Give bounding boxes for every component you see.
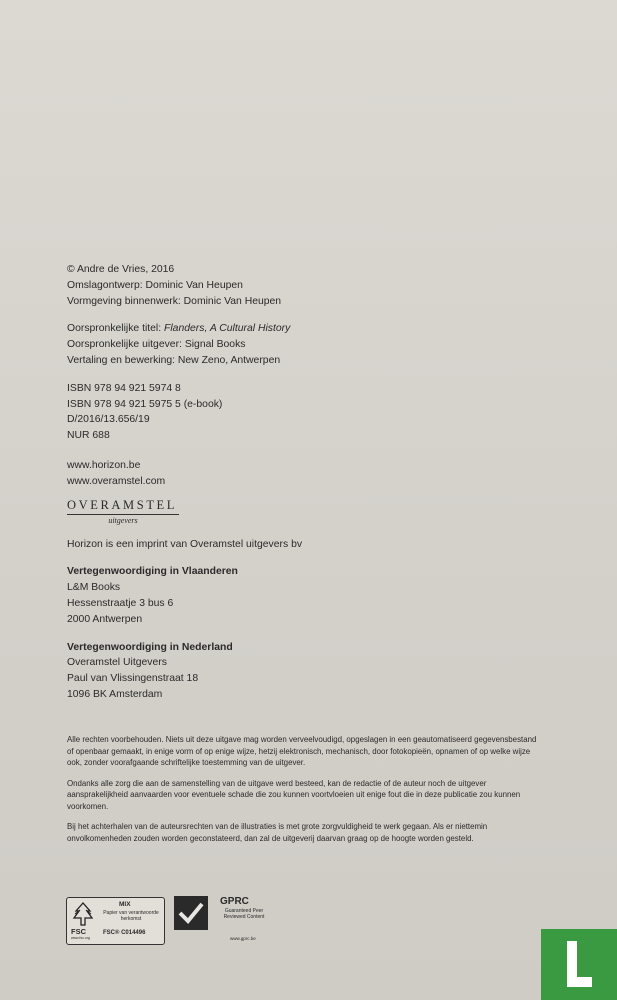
isbn: ISBN 978 94 921 5974 8	[67, 382, 181, 394]
liability-notice: Ondanks alle zorg die aan de samenstelling van de uitgave werd besteed, kan de redactie of de auteur noch de uitgever aansprakelijkheid aanvaarden voor eventuele schade die zou kunnen voortvloeien uit enige fout die in deze publicatie zou kunnen voorkomen.	[67, 778, 521, 811]
fsc-logo	[66, 897, 165, 945]
gprc-logo	[174, 896, 274, 946]
gprc-text: Guaranteed Peer Reviewed Content	[223, 908, 265, 920]
fsc-label: FSC	[71, 927, 86, 936]
nl-heading: Vertegenwoordiging in Nederland	[67, 641, 233, 653]
gprc-name: GPRC	[220, 896, 249, 907]
logo-rule	[67, 514, 179, 515]
logo-sub: uitgevers	[108, 515, 138, 525]
l-logo-icon	[564, 939, 594, 989]
original-title: Oorspronkelijke titel: Flanders, A Cultural History	[67, 323, 291, 335]
depot-number: D/2016/13.656/19	[67, 414, 150, 426]
flanders-heading: Vertegenwoordiging in Vlaanderen	[67, 566, 238, 578]
legal-notices	[67, 734, 541, 853]
isbn-ebook: ISBN 978 94 921 5975 5 (e-book)	[67, 398, 223, 410]
gprc-url: www.gprc.be	[230, 936, 256, 941]
rights-notice: Alle rechten voorbehouden. Niets uit deze uitgave mag worden verveelvoudigd, opgeslagen in een geautomatiseerd gegevensbestand of openbaar gemaakt, in enige vorm of op enige wijze, hetzij elektronisch, mechanisch, door fotokopieën, opnamen of op welke wijze ook, zonder voorafgaande schriftelijke toestemming van de uitgever.	[67, 735, 537, 767]
translation-credit: Vertaling en bewerking: New Zeno, Antwerpen	[67, 354, 281, 366]
url-overamstel: www.overamstel.com	[67, 475, 166, 487]
original-publisher: Oorspronkelijke uitgever: Signal Books	[67, 339, 246, 351]
illustrations-notice: Bij het achterhalen van de auteursrechten van de illustraties is met grote zorgvuldigheid te werk gegaan. Als er niettemin onvolkomenheden zouden worden geconstateerd, dan zal de uitgeverij daarvan graag op de hoogte worden gesteld.	[67, 822, 488, 843]
logo-word: OVERAMSTEL	[67, 497, 178, 512]
gprc-box	[174, 896, 208, 930]
cover-credit: Omslagontwerp: Dominic Van Heupen	[67, 279, 243, 291]
imprint-note: Horizon is een imprint van Overamstel uitgevers bv	[67, 538, 303, 550]
copyright: © Andre de Vries, 2016	[67, 264, 175, 275]
overamstel-logo	[67, 499, 179, 525]
nur-code: NUR 688	[67, 430, 110, 442]
l-badge	[541, 929, 617, 1000]
flanders-street: Hessenstraatje 3 bus 6	[67, 597, 174, 609]
fsc-url: www.fsc.org	[71, 936, 90, 940]
fsc-text: Papier van verantwoorde herkomst	[103, 910, 159, 922]
nl-city: 1096 BK Amsterdam	[67, 688, 163, 700]
fsc-tree-icon	[72, 901, 94, 929]
nl-name: Overamstel Uitgevers	[67, 657, 167, 669]
flanders-name: L&M Books	[67, 582, 121, 594]
checkmark-icon	[174, 896, 208, 930]
url-horizon: www.horizon.be	[67, 459, 141, 471]
nl-street: Paul van Vlissingenstraat 18	[67, 673, 199, 685]
design-credit: Vormgeving binnenwerk: Dominic Van Heupen	[67, 295, 282, 307]
flanders-city: 2000 Antwerpen	[67, 613, 143, 625]
fsc-code: FSC® C014496	[103, 930, 146, 936]
colophon	[67, 262, 537, 703]
fsc-mix: MIX	[119, 901, 131, 908]
